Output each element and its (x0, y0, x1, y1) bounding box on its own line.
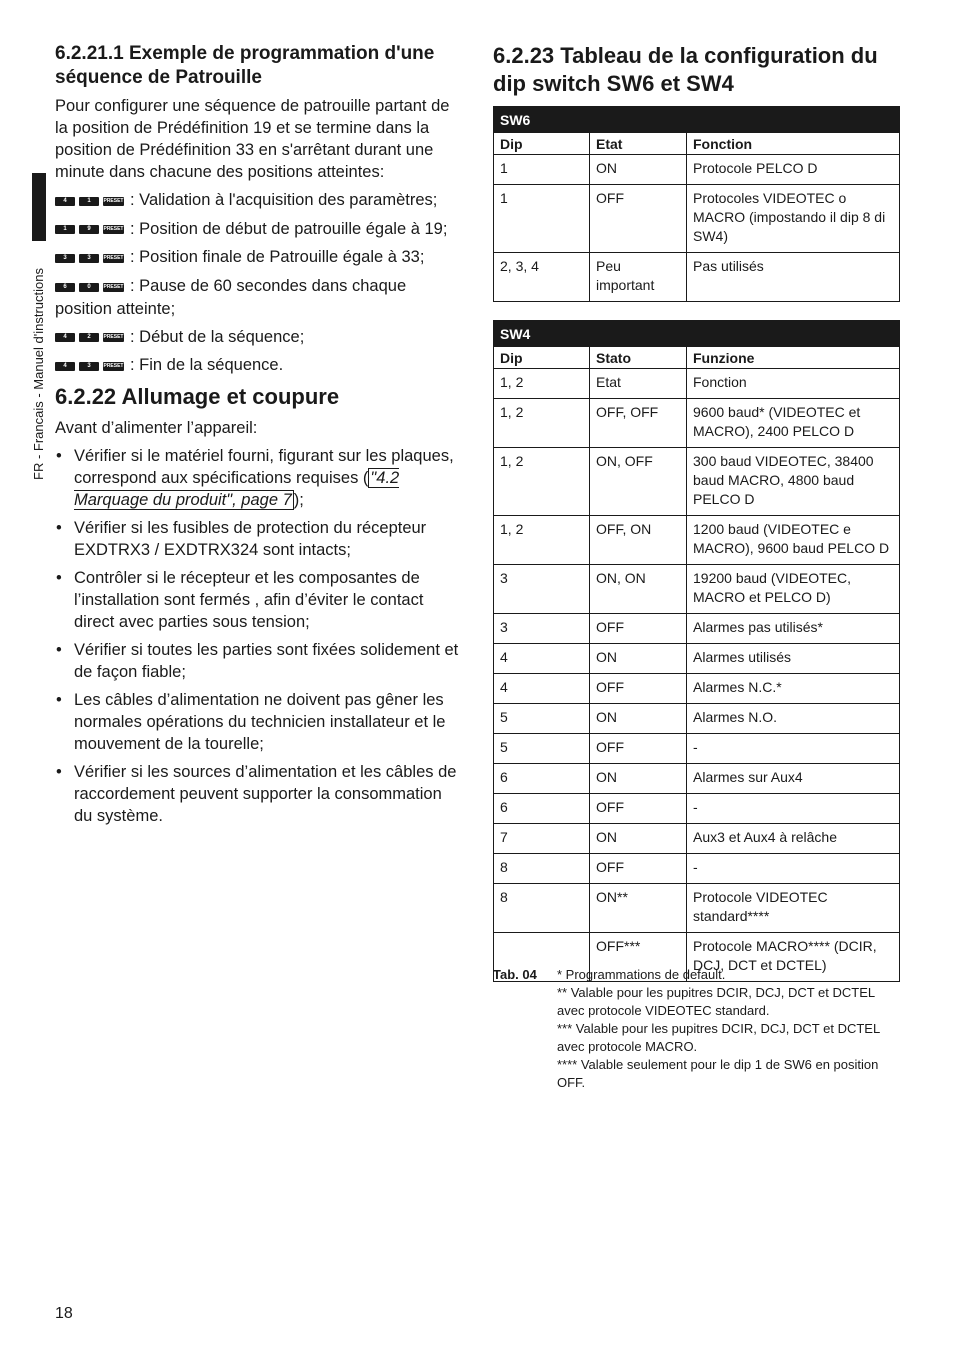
table-cell: Etat (590, 369, 687, 399)
section-23-title: 6.2.23 Tableau de la configuration du dip switch SW6 et SW4 (493, 43, 878, 96)
sw6-table (493, 106, 900, 302)
table-cell: ON (590, 155, 687, 185)
patrol-step-text: : Pause de 60 secondes dans chaque position atteinte; (55, 276, 407, 318)
table-row (494, 448, 900, 516)
sw6-table-title: SW6 (494, 107, 900, 133)
table-cell: OFF, ON (590, 516, 687, 565)
table-row (494, 824, 900, 854)
sw4-table (493, 320, 900, 982)
key-icon: 6 (55, 283, 75, 292)
bullet-icon: • (56, 762, 62, 781)
table-cell: 2, 3, 4 (494, 253, 590, 302)
table-note: *** Valable pour les pupitres DCIR, DCJ, DCT et DCTEL avec protocole MACRO. (557, 1021, 880, 1054)
key-icon: 9 (79, 225, 99, 234)
patrol-step (55, 246, 460, 269)
key-icon: 0 (79, 283, 99, 292)
table-cell: 4 (494, 644, 590, 674)
patrol-step-text: : Position finale de Patrouille égale à 33; (130, 248, 425, 267)
bullet-text-after: ); (293, 490, 304, 509)
key-icon: 2 (79, 333, 99, 342)
table-cell: 1, 2 (494, 369, 590, 399)
key-icon: 1 (79, 197, 99, 206)
table-cell: Alarmes sur Aux4 (687, 764, 900, 794)
table-row (494, 794, 900, 824)
side-label: FR - Francais - Manuel d'instructions (31, 268, 46, 480)
key-icon: 3 (79, 254, 99, 263)
table-row (494, 155, 900, 185)
table-row (494, 516, 900, 565)
table-cell: OFF (590, 854, 687, 884)
key-icon: 4 (55, 333, 75, 342)
table-cell: Alarmes pas utilisés* (687, 614, 900, 644)
table-cell: 1 (494, 155, 590, 185)
table-cell: Protocoles VIDEOTEC o MACRO (impostando il dip 8 di SW4) (687, 185, 900, 253)
table-cell: Peu important (590, 253, 687, 302)
table-cell: OFF (590, 674, 687, 704)
table-cell: ON (590, 764, 687, 794)
table-cell: 4 (494, 674, 590, 704)
table-cell: 8 (494, 884, 590, 933)
table-cell: - (687, 794, 900, 824)
table-cell: 1, 2 (494, 399, 590, 448)
table-cell: Fonction (687, 369, 900, 399)
patrol-step (55, 326, 460, 349)
table-cell: ON (590, 644, 687, 674)
patrol-steps (55, 189, 460, 377)
preset-key-icon: PRESET (103, 283, 124, 290)
table-cell: Protocole VIDEOTEC standard**** (687, 884, 900, 933)
preset-key-icon: PRESET (103, 334, 124, 341)
keypad-keys (55, 247, 128, 269)
key-icon: 1 (55, 225, 75, 234)
bullet-icon: • (56, 690, 62, 709)
preset-key-icon: PRESET (103, 362, 124, 369)
section-21-title: 6.2.21.1 Exemple de programmation d'une séquence de Patrouille (55, 43, 435, 88)
table-cell: OFF (590, 734, 687, 764)
table-row (494, 614, 900, 644)
list-item (55, 517, 460, 561)
table-row (494, 399, 900, 448)
table-cell: 3 (494, 614, 590, 644)
keypad-keys (55, 218, 128, 240)
table-cell: Aux3 et Aux4 à relâche (687, 824, 900, 854)
keypad-keys (55, 355, 128, 377)
table-cell: - (687, 734, 900, 764)
table-cell: ON, OFF (590, 448, 687, 516)
table-row (494, 674, 900, 704)
column-header: Etat (590, 133, 687, 155)
column-header: Stato (590, 347, 687, 369)
table-cell: OFF (590, 185, 687, 253)
column-header: Fonction (687, 133, 900, 155)
bullet-icon: • (56, 568, 62, 587)
section-22-intro: Avant d’alimenter l’appareil: (55, 418, 258, 437)
table-cell: 300 baud VIDEOTEC, 38400 baud MACRO, 4800 baud PELCO D (687, 448, 900, 516)
bullet-icon: • (56, 518, 62, 537)
table-cell: 1200 baud (VIDEOTEC e MACRO), 9600 baud PELCO D (687, 516, 900, 565)
bullet-text: Vérifier si les sources d’alimentation et les câbles de raccordement peuvent supporter la consommation du système. (74, 762, 457, 825)
table-cell: OFF, OFF (590, 399, 687, 448)
table-cell: Alarmes N.C.* (687, 674, 900, 704)
table-header-row (494, 347, 900, 369)
preset-key-icon: PRESET (103, 255, 124, 262)
patrol-step (55, 275, 460, 320)
table-cell: 7 (494, 824, 590, 854)
bullet-text: Les câbles d’alimentation ne doivent pas gêner les normales opérations du technicien installateur et le mouvement de la tourelle; (74, 690, 446, 753)
table-row (494, 884, 900, 933)
patrol-step (55, 218, 460, 241)
list-item (55, 689, 460, 755)
table-cell: 1 (494, 185, 590, 253)
list-item (55, 639, 460, 683)
table-cell: 3 (494, 565, 590, 614)
patrol-step (55, 189, 460, 212)
table-cell: Alarmes N.O. (687, 704, 900, 734)
table-note: ** Valable pour les pupitres DCIR, DCJ, DCT et DCTEL avec protocole VIDEOTEC standard. (557, 985, 875, 1018)
key-icon: 4 (55, 197, 75, 206)
keypad-keys (55, 276, 128, 298)
table-cell: Pas utilisés (687, 253, 900, 302)
keypad-keys (55, 190, 128, 212)
table-cell: 1, 2 (494, 448, 590, 516)
table-cell: Protocole PELCO D (687, 155, 900, 185)
section-22-title: 6.2.22 Allumage et coupure (55, 383, 340, 409)
notes-list (557, 966, 897, 1092)
key-icon: 3 (79, 362, 99, 371)
table-row (494, 734, 900, 764)
table-cell: 19200 baud (VIDEOTEC, MACRO et PELCO D) (687, 565, 900, 614)
patrol-step (55, 354, 460, 377)
table-cell: - (687, 854, 900, 884)
preset-key-icon: PRESET (103, 226, 124, 233)
preset-key-icon: PRESET (103, 197, 124, 204)
column-header: Dip (494, 133, 590, 155)
table-cell: ON, ON (590, 565, 687, 614)
key-icon: 4 (55, 362, 75, 371)
table-header-row (494, 133, 900, 155)
table-cell: Protocole MACRO**** (DCIR, DCJ, DCT et DCTEL) (687, 933, 900, 982)
table-cell: Alarmes utilisés (687, 644, 900, 674)
section-21-intro: Pour configurer une séquence de patrouille partant de la position de Prédéfinition 19 et se termine dans la position de Prédéfinition 33 en s'arrêtant durant une minute dans chacune des positions atteintes: (55, 97, 450, 181)
cross-reference-link[interactable]: "4.2 Marquage du produit", page 7 (74, 468, 400, 509)
right-column (493, 42, 899, 982)
table-cell: ON (590, 704, 687, 734)
table-caption-label: Tab. 04 (493, 967, 537, 982)
patrol-step-text: : Validation à l'acquisition des paramètres; (130, 191, 438, 209)
table-cell: 9600 baud* (VIDEOTEC et MACRO), 2400 PELCO D (687, 399, 900, 448)
bullet-text: Vérifier si les fusibles de protection du récepteur EXDTRX3 / EXDTRX324 sont intacts; (74, 518, 427, 559)
patrol-step-text: : Fin de la séquence. (130, 356, 284, 375)
table-row (494, 185, 900, 253)
bullet-text: Vérifier si toutes les parties sont fixées solidement et de façon fiable; (74, 640, 459, 681)
keypad-keys (55, 326, 128, 348)
table-note: **** Valable seulement pour le dip 1 de SW6 en position OFF. (557, 1057, 879, 1090)
bullet-icon: • (56, 446, 62, 465)
key-icon: 3 (55, 254, 75, 263)
table-row (494, 565, 900, 614)
table-row (494, 369, 900, 399)
table-row (494, 253, 900, 302)
table-cell: 6 (494, 794, 590, 824)
table-cell: OFF (590, 614, 687, 644)
table-cell: 8 (494, 854, 590, 884)
list-item (55, 567, 460, 633)
table-note: * Programmations de default. (557, 967, 726, 982)
patrol-step-text: : Position de début de patrouille égale à 19; (130, 219, 448, 238)
bullet-icon: • (56, 640, 62, 659)
table-row (494, 704, 900, 734)
bullet-text-before: Vérifier si le matériel fourni, figurant sur les plaques, correspond aux spécifications requises ( (74, 446, 454, 487)
table-cell: OFF*** (590, 933, 687, 982)
table-cell: 5 (494, 704, 590, 734)
checklist (55, 445, 460, 827)
table-cell: 5 (494, 734, 590, 764)
table-cell: 6 (494, 764, 590, 794)
list-item (55, 445, 460, 511)
table-cell: ON** (590, 884, 687, 933)
sw4-table-title: SW4 (494, 321, 900, 347)
left-column (55, 42, 460, 833)
column-header: Dip (494, 347, 590, 369)
table-cell: 1, 2 (494, 516, 590, 565)
page-number: 18 (55, 1305, 73, 1322)
table-row (494, 644, 900, 674)
table-row (494, 764, 900, 794)
table-cell: OFF (590, 794, 687, 824)
bullet-text: Contrôler si le récepteur et les composantes de l’installation sont fermés , afin d’éviter le contact direct avec parties sous tension; (74, 568, 424, 631)
column-header: Funzione (687, 347, 900, 369)
table-row (494, 854, 900, 884)
table-cell: ON (590, 824, 687, 854)
list-item (55, 761, 460, 827)
patrol-step-text: : Début de la séquence; (130, 327, 305, 346)
side-tab-marker (32, 173, 46, 241)
